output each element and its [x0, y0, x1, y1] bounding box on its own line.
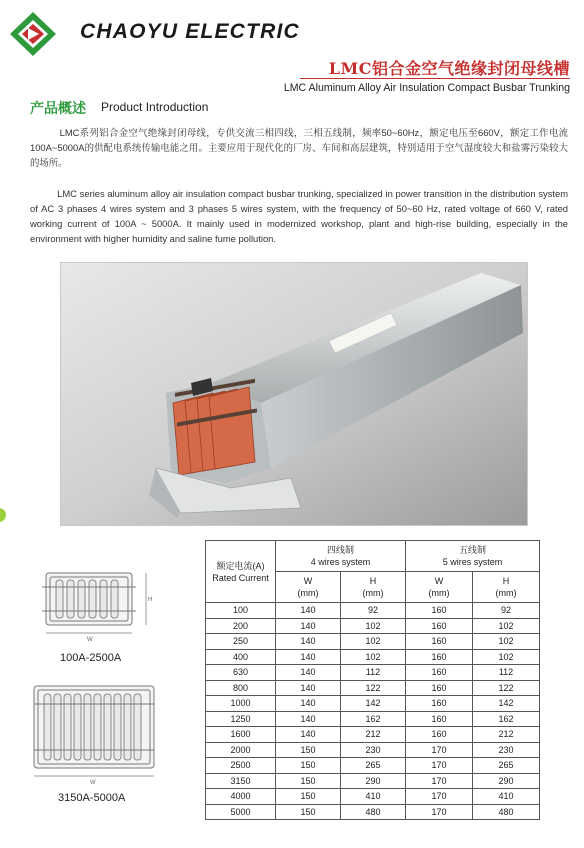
h4-cell: 92	[341, 603, 406, 619]
w4-cell: 150	[276, 758, 341, 774]
w4-cell: 140	[276, 665, 341, 681]
rated-current-cell: 200	[206, 618, 276, 634]
w4-cell: 140	[276, 603, 341, 619]
rated-current-cell: 1250	[206, 711, 276, 727]
four-wire-header: 四线制 4 wires system	[276, 541, 406, 572]
product-title-cn: LMC铝合金空气绝缘封闭母线槽	[328, 59, 570, 78]
height-mark: H	[148, 597, 153, 603]
width-mark: W	[90, 780, 96, 786]
table-row	[206, 742, 540, 758]
h5-cell: 480	[473, 804, 540, 820]
rated-current-cell: 100	[206, 603, 276, 619]
table-row	[206, 603, 540, 619]
w5-cell: 160	[406, 665, 473, 681]
w5-cell: 160	[406, 711, 473, 727]
rated-current-cell: 630	[206, 665, 276, 681]
h5-cell: 162	[473, 711, 540, 727]
h5-cell: 265	[473, 758, 540, 774]
intro-paragraph-en	[30, 186, 568, 246]
table-row	[206, 727, 540, 743]
h4-cell: 102	[341, 618, 406, 634]
table-row	[206, 665, 540, 681]
h5-cell: 230	[473, 742, 540, 758]
product-photo	[60, 262, 528, 526]
w4-cell: 150	[276, 789, 341, 805]
w5-cell: 160	[406, 603, 473, 619]
brand-name: CHAOYU ELECTRIC	[80, 20, 300, 43]
w5-cell: 160	[406, 618, 473, 634]
h4-cell: 122	[341, 680, 406, 696]
intro-paragraph-cn	[30, 125, 568, 170]
h5-cell: 212	[473, 727, 540, 743]
h4-cell: 410	[341, 789, 406, 805]
busbar-illustration	[61, 263, 527, 525]
small-range-label: 100A-2500A	[60, 652, 122, 664]
rated-current-header: 额定电流(A)	[206, 541, 276, 572]
w4-cell: 150	[276, 804, 341, 820]
w5-cell: 160	[406, 727, 473, 743]
h4-cell: 212	[341, 727, 406, 743]
w5-cell: 160	[406, 680, 473, 696]
rated-current-cell: 1600	[206, 727, 276, 743]
h4-cell: 162	[341, 711, 406, 727]
h5-cell: 102	[473, 649, 540, 665]
rated-current-cell: 5000	[206, 804, 276, 820]
w4-cell: 150	[276, 773, 341, 789]
h4-cell: 112	[341, 665, 406, 681]
section-title-cn: 产品概述	[30, 100, 86, 116]
w4-header: W (mm)	[276, 572, 341, 603]
h5-cell: 102	[473, 618, 540, 634]
large-range-label: 3150A-5000A	[58, 792, 126, 804]
w5-cell: 160	[406, 696, 473, 712]
cross-section-diagram-large	[32, 680, 156, 790]
section-title-en: Product Introduction	[101, 100, 209, 114]
h4-header: H (mm)	[341, 572, 406, 603]
table-body	[206, 603, 540, 820]
rated-current-cell: 3150	[206, 773, 276, 789]
table-row	[206, 680, 540, 696]
h4-cell: 142	[341, 696, 406, 712]
rated-current-en-header: Rated Current	[206, 572, 276, 603]
rated-current-cell: 250	[206, 634, 276, 650]
w4-cell: 140	[276, 634, 341, 650]
h4-cell: 480	[341, 804, 406, 820]
h5-cell: 122	[473, 680, 540, 696]
table-row	[206, 634, 540, 650]
intro-text-en: LMC series aluminum alloy air insulation compact busbar trunking, specialized in power transition in the distribution system of AC 3 phases 4 wires system and 3 phases 5 wires system, with the frequency of 50~60 Hz, rated voltage of 660 V, rated working current of 100A ~ 5000A. It mainly used in modernized workshop, plant and high-rise building, especially in the environment with higher humidity and saline fume pollution.	[30, 188, 569, 244]
product-title-en: LMC Aluminum Alloy Air Insulation Compact Busbar Trunking	[283, 82, 570, 94]
rated-current-cell: 400	[206, 649, 276, 665]
w5-cell: 170	[406, 758, 473, 774]
h5-cell: 410	[473, 789, 540, 805]
page-edge-marker	[0, 508, 6, 522]
table-row	[206, 649, 540, 665]
table-row	[206, 789, 540, 805]
w4-cell: 140	[276, 649, 341, 665]
h4-cell: 290	[341, 773, 406, 789]
h4-cell: 230	[341, 742, 406, 758]
title-divider	[300, 78, 570, 79]
w4-cell: 140	[276, 711, 341, 727]
table-row	[206, 711, 540, 727]
w5-cell: 170	[406, 742, 473, 758]
dimension-table	[205, 540, 540, 820]
h5-cell: 290	[473, 773, 540, 789]
table-row	[206, 696, 540, 712]
w5-header: W (mm)	[406, 572, 473, 603]
w5-cell: 170	[406, 789, 473, 805]
rated-current-cell: 2500	[206, 758, 276, 774]
rated-current-cell: 4000	[206, 789, 276, 805]
h5-cell: 112	[473, 665, 540, 681]
rated-current-cell: 2000	[206, 742, 276, 758]
cross-section-diagram-small	[32, 567, 156, 645]
company-logo	[8, 10, 58, 58]
table-row	[206, 773, 540, 789]
five-wire-header: 五线制 5 wires system	[406, 541, 540, 572]
h4-cell: 102	[341, 634, 406, 650]
w5-cell: 170	[406, 804, 473, 820]
table-row	[206, 804, 540, 820]
h5-cell: 92	[473, 603, 540, 619]
w4-cell: 140	[276, 727, 341, 743]
w4-cell: 140	[276, 680, 341, 696]
w5-cell: 160	[406, 649, 473, 665]
rated-current-cell: 1000	[206, 696, 276, 712]
w4-cell: 140	[276, 696, 341, 712]
w5-cell: 160	[406, 634, 473, 650]
width-mark: W	[87, 637, 93, 643]
h5-header: H (mm)	[473, 572, 540, 603]
h5-cell: 142	[473, 696, 540, 712]
h5-cell: 102	[473, 634, 540, 650]
table-row	[206, 618, 540, 634]
w5-cell: 170	[406, 773, 473, 789]
rated-current-cell: 800	[206, 680, 276, 696]
h4-cell: 265	[341, 758, 406, 774]
h4-cell: 102	[341, 649, 406, 665]
w4-cell: 140	[276, 618, 341, 634]
w4-cell: 150	[276, 742, 341, 758]
intro-text-cn: LMC系列铝合金空气绝缘封闭母线，专供交流三相四线，三相五线制，频率50~60Hz，额定电压至660V，额定工作电流100A~5000A的供配电系统传输电能之用。主要应用于现代化的厂房、车间和高层建筑，特别适用于空气湿度较大和盐雾污染较大的场所。	[30, 127, 569, 168]
table-row	[206, 758, 540, 774]
